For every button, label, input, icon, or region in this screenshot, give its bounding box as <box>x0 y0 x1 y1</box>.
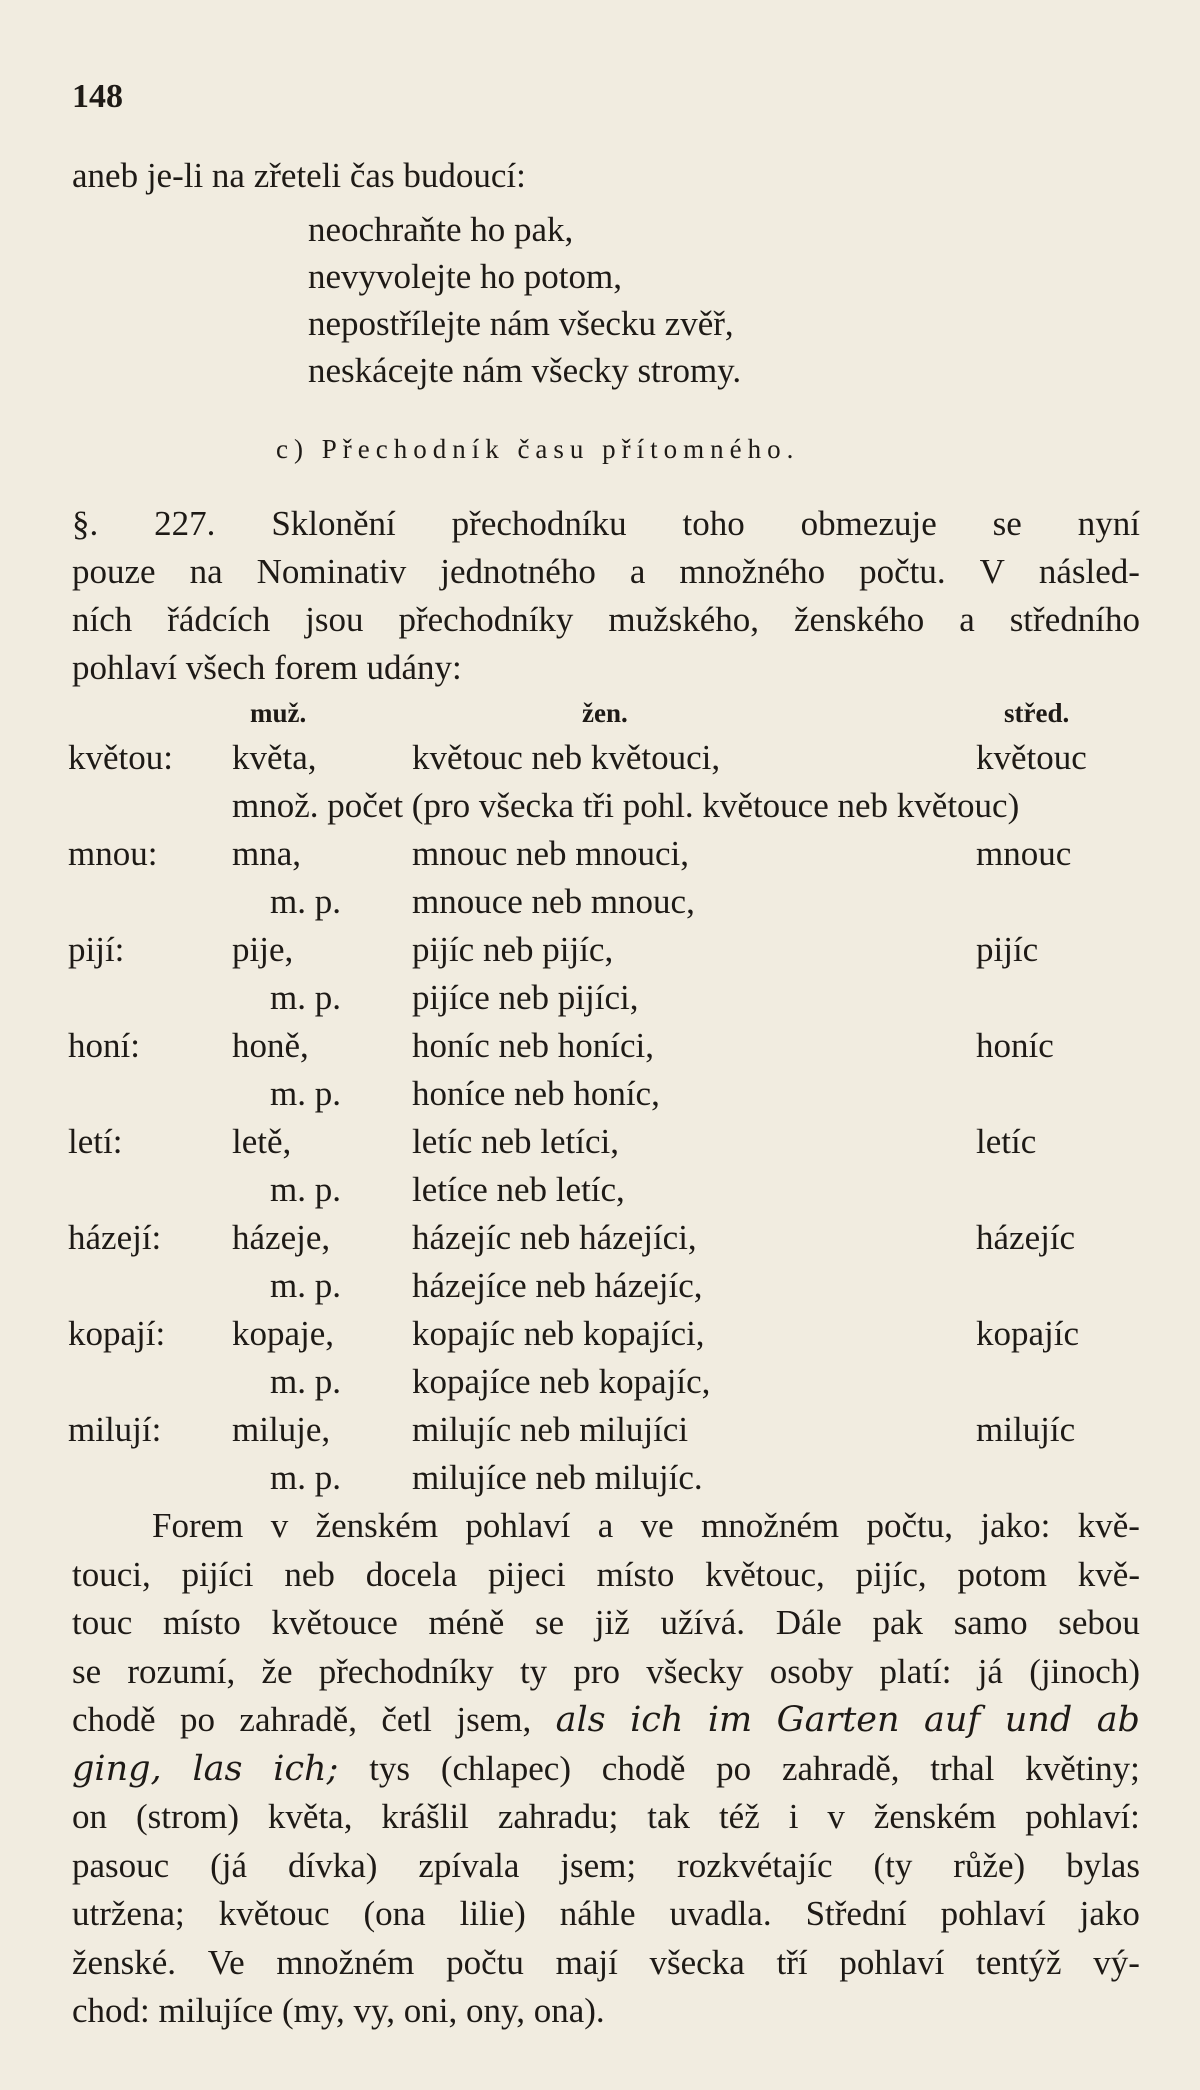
word: potom <box>957 1554 1047 1594</box>
word: a <box>959 600 975 639</box>
word: množném <box>276 1942 415 1982</box>
word: tak <box>647 1797 691 1836</box>
section-heading: c) Přechodník času přítomného. <box>276 434 800 464</box>
word: Forem <box>152 1506 244 1545</box>
feminine-cell: honíce neb honíc, <box>412 1074 660 1113</box>
word: po <box>716 1748 752 1788</box>
plural-marker: m. p. <box>270 978 341 1017</box>
text-line <box>72 1648 1140 1697</box>
word: se <box>534 1603 565 1642</box>
word: kvě- <box>1077 1506 1140 1545</box>
paragraph-forms <box>72 1502 1140 2036</box>
word: dívka) <box>287 1845 378 1885</box>
masculine-cell: miluje, <box>232 1410 331 1449</box>
plural-marker: m. p. <box>270 1362 341 1401</box>
word: touci, <box>72 1554 151 1594</box>
table-row <box>0 786 1200 834</box>
word: méně <box>428 1603 505 1642</box>
word: se <box>992 504 1022 543</box>
verb-cell: házejí: <box>68 1218 162 1257</box>
feminine-cell: házejíce neb házejíc, <box>412 1266 703 1305</box>
word: pasouc <box>72 1845 170 1885</box>
text-line <box>72 1696 1140 1745</box>
masculine-cell: květa, <box>232 738 317 777</box>
imperative-line: nepostřílejte nám všecku zvěř, <box>308 304 734 343</box>
word: trhal <box>930 1748 995 1788</box>
feminine-cell: mnouc neb mnouci, <box>412 834 690 873</box>
table-row <box>0 1170 1200 1218</box>
feminine-cell: květouc neb květouci, <box>412 738 721 777</box>
feminine-cell: kopajíc neb kopajíci, <box>412 1314 705 1353</box>
feminine-cell: milujíc neb milujíci <box>412 1410 689 1449</box>
text-line <box>72 1502 1140 1551</box>
word: a <box>597 1506 614 1545</box>
col-head-feminine: žen. <box>582 698 628 728</box>
word: květouc <box>218 1894 330 1933</box>
word: zahradu; <box>497 1797 619 1836</box>
word: počtu <box>446 1942 524 1982</box>
word: chod: milujíce (my, vy, oni, ony, ona). <box>72 1991 605 2030</box>
word: (jinoch) <box>1029 1651 1140 1691</box>
word: a <box>629 552 646 591</box>
word: chodě <box>72 1700 156 1739</box>
intro-line: aneb je-li na zřeteli čas budoucí: <box>72 156 526 195</box>
word: přechodníky <box>318 1651 494 1691</box>
imperative-line: nevyvolejte ho potom, <box>308 257 622 296</box>
word: §. <box>72 504 99 543</box>
word: po <box>180 1700 215 1739</box>
feminine-cell: letíc neb letíci, <box>412 1122 619 1161</box>
verb-cell: letí: <box>68 1122 123 1161</box>
masculine-cell: mna, <box>232 834 302 873</box>
neuter-cell: mnouc <box>976 834 1072 873</box>
feminine-cell: milujíce neb milujíc. <box>412 1458 703 1497</box>
word: docela <box>365 1554 458 1594</box>
imperative-line: neochraňte ho pak, <box>308 210 574 249</box>
word: 227. <box>154 504 216 543</box>
feminine-cell: házejíc neb házejíci, <box>412 1218 697 1257</box>
word: kvě- <box>1077 1554 1140 1594</box>
word: květouc, <box>705 1554 825 1594</box>
page-number: 148 <box>72 78 123 115</box>
word: chodě <box>601 1748 686 1788</box>
word: ab <box>1096 1700 1140 1740</box>
text-line <box>72 1745 1140 1794</box>
word: Dále <box>775 1603 842 1642</box>
word: jednotného <box>440 552 596 591</box>
word: v <box>270 1506 289 1545</box>
paragraph-227 <box>72 500 1140 692</box>
feminine-cell: kopajíce neb kopajíc, <box>412 1362 711 1401</box>
word: v <box>827 1797 845 1836</box>
word: ženské. <box>72 1942 176 1982</box>
word: ženského <box>794 600 925 639</box>
word: pro <box>573 1651 621 1691</box>
masculine-cell: honě, <box>232 1026 309 1065</box>
word: toho <box>682 504 745 543</box>
word: místo <box>162 1603 241 1642</box>
verb-cell: mnou: <box>68 834 158 873</box>
word: přechodníky <box>398 600 574 639</box>
word: pijíci <box>181 1554 254 1594</box>
neuter-cell: kopajíc <box>976 1314 1080 1353</box>
word: ženském <box>873 1797 997 1836</box>
word: řádcích <box>167 600 271 639</box>
neuter-cell: letíc <box>976 1122 1037 1161</box>
word: touc <box>72 1603 133 1642</box>
word: růže) <box>953 1845 1026 1885</box>
word: jako: <box>980 1506 1051 1545</box>
word: množného <box>679 552 826 591</box>
word: užívá. <box>660 1603 745 1642</box>
text-line <box>72 1890 1140 1939</box>
word: násled- <box>1038 552 1140 591</box>
plural-marker: m. p. <box>270 1074 341 1113</box>
imperative-line: neskácejte nám všecky stromy. <box>308 351 742 390</box>
text-line <box>72 1987 1140 2036</box>
word: pouze <box>72 552 156 591</box>
word: všecka <box>649 1942 745 1982</box>
word: las <box>192 1748 243 1789</box>
feminine-cell: letíce neb letíc, <box>412 1170 625 1209</box>
word: lilie) <box>459 1894 526 1933</box>
word: (chlapec) <box>440 1748 572 1788</box>
masculine-cell: házeje, <box>232 1218 331 1257</box>
feminine-cell: mnouce neb mnouc, <box>412 882 695 921</box>
table-row <box>0 834 1200 882</box>
table-row <box>0 1026 1200 1074</box>
col-head-masculine: muž. <box>250 698 307 728</box>
word: mužského, <box>608 600 760 639</box>
table-row <box>0 978 1200 1026</box>
word: tentýž <box>976 1942 1062 1982</box>
table-row <box>0 1362 1200 1410</box>
text-line <box>72 500 1140 548</box>
word: samo <box>953 1603 1028 1642</box>
text-line <box>72 644 1140 692</box>
word: zahradě, <box>239 1700 357 1739</box>
word: tys <box>369 1748 411 1788</box>
word: ve <box>640 1506 674 1545</box>
word: ních <box>72 600 133 639</box>
text-line <box>72 1599 1140 1648</box>
word: květiny; <box>1025 1748 1140 1788</box>
word: platí: <box>879 1651 952 1691</box>
word: ženském <box>315 1506 439 1545</box>
text-line <box>72 1793 1140 1842</box>
table-row <box>0 930 1200 978</box>
word: obmezuje <box>800 504 937 543</box>
word: místo <box>596 1554 675 1594</box>
verb-cell: honí: <box>68 1026 140 1065</box>
text-line <box>72 1551 1140 1600</box>
word: množném <box>701 1506 840 1545</box>
word: jsou <box>305 600 364 639</box>
word: jsem, <box>456 1700 532 1739</box>
word: neb <box>284 1554 335 1594</box>
table-row <box>0 1122 1200 1170</box>
word: V <box>979 552 1005 591</box>
word: Střední <box>805 1894 907 1933</box>
word: květouce <box>271 1603 398 1642</box>
word: ging, <box>72 1748 162 1789</box>
word: zpívala <box>418 1845 520 1885</box>
word: rozkvétajíc <box>677 1845 833 1885</box>
word: nyní <box>1077 504 1140 543</box>
word: auf <box>923 1700 981 1740</box>
word: tří <box>776 1942 808 1982</box>
text-line <box>72 1939 1140 1988</box>
word: i <box>788 1797 799 1836</box>
verb-cell: kopají: <box>68 1314 166 1353</box>
word: jako <box>1079 1894 1140 1933</box>
feminine-cell: pijíc neb pijíc, <box>412 930 614 969</box>
table-row <box>0 738 1200 786</box>
word: již <box>594 1603 630 1642</box>
word: že <box>261 1651 293 1691</box>
table-row <box>0 1266 1200 1314</box>
word: sebou <box>1058 1603 1140 1642</box>
word: osoby <box>769 1651 854 1691</box>
word: uvadla. <box>669 1894 772 1933</box>
word: (ona <box>363 1894 426 1933</box>
word: und <box>1004 1700 1073 1740</box>
col-head-neuter: střed. <box>1004 698 1070 728</box>
word: Sklonění <box>271 504 396 543</box>
feminine-cell: honíc neb honíci, <box>412 1026 655 1065</box>
word: krášlil <box>381 1797 469 1836</box>
table-row <box>0 1074 1200 1122</box>
table-row <box>0 1410 1200 1458</box>
word: se <box>72 1651 102 1691</box>
word: pohlaví <box>465 1506 571 1545</box>
word: bylas <box>1066 1845 1140 1885</box>
word: pohlaví <box>839 1942 945 1982</box>
text-line <box>72 548 1140 596</box>
masculine-cell: letě, <box>232 1122 292 1161</box>
word: Nominativ <box>256 552 407 591</box>
plural-marker: m. p. <box>270 882 341 921</box>
word: (ty <box>873 1845 913 1885</box>
word: přechodníku <box>451 504 627 543</box>
word: též <box>718 1797 760 1836</box>
word: květa, <box>267 1797 353 1836</box>
word: pohlaví: <box>1025 1797 1140 1836</box>
word: pohlaví všech forem udány: <box>72 648 462 687</box>
word: ich; <box>273 1748 339 1789</box>
feminine-cell: pijíce neb pijíci, <box>412 978 639 1017</box>
table-row <box>0 1218 1200 1266</box>
table-row <box>0 1458 1200 1506</box>
word: Ve <box>207 1942 245 1982</box>
word: pak <box>872 1603 923 1642</box>
word: Garten <box>776 1700 900 1740</box>
verb-cell: květou: <box>68 738 173 777</box>
word: ty <box>519 1651 548 1691</box>
word: náhle <box>559 1894 636 1933</box>
word: vý- <box>1093 1942 1140 1982</box>
plural-marker: m. p. <box>270 1170 341 1209</box>
neuter-cell: pijíc <box>976 930 1039 969</box>
text-line <box>72 1842 1140 1891</box>
participle-table <box>0 738 1200 1506</box>
word: (strom) <box>135 1797 239 1836</box>
word: rozumí, <box>127 1651 236 1691</box>
neuter-cell: honíc <box>976 1026 1054 1065</box>
table-row <box>0 1314 1200 1362</box>
word: mají <box>555 1942 618 1982</box>
table-row <box>0 882 1200 930</box>
word: já <box>977 1651 1003 1691</box>
word: zahradě, <box>781 1748 900 1788</box>
word: četl <box>381 1700 432 1739</box>
plural-marker: m. p. <box>270 1458 341 1497</box>
word: všecky <box>646 1651 744 1691</box>
word: utržena; <box>72 1894 185 1933</box>
word: (já <box>210 1845 248 1885</box>
word: pijíc, <box>855 1554 927 1594</box>
word: pohlaví <box>940 1894 1046 1933</box>
plural-marker: m. p. <box>270 1266 341 1305</box>
word: als <box>555 1700 606 1740</box>
text-line <box>72 596 1140 644</box>
verb-cell: milují: <box>68 1410 162 1449</box>
neuter-cell: házejíc <box>976 1218 1076 1257</box>
word: počtu, <box>866 1506 953 1545</box>
neuter-cell: milujíc <box>976 1410 1076 1449</box>
masculine-cell: kopaje, <box>232 1314 335 1353</box>
plural-note: množ. počet (pro všecka tři pohl. květouce neb květouc) <box>232 786 1020 825</box>
masculine-cell: pije, <box>232 930 294 969</box>
word: on <box>72 1797 107 1836</box>
neuter-cell: květouc <box>976 738 1087 777</box>
word: počtu. <box>859 552 946 591</box>
word: středního <box>1009 600 1140 639</box>
word: ich <box>630 1700 684 1740</box>
word: na <box>189 552 223 591</box>
verb-cell: pijí: <box>68 930 125 969</box>
imperative-examples <box>308 206 741 394</box>
word: pijeci <box>487 1554 566 1594</box>
word: im <box>707 1700 753 1740</box>
word: jsem; <box>560 1845 637 1885</box>
